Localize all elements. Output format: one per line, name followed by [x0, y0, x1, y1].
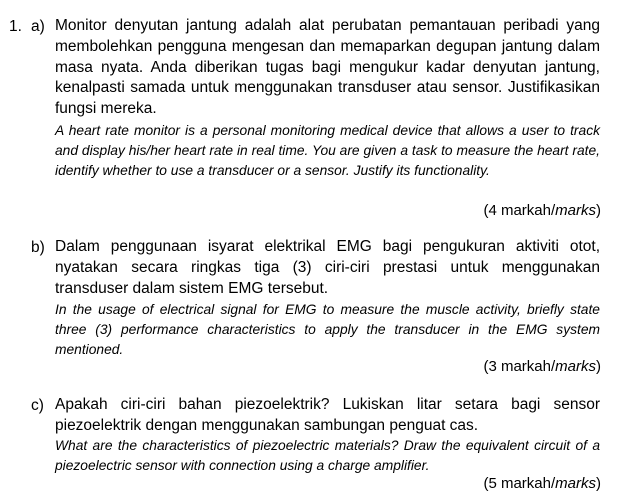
- marks-suffix: ): [596, 202, 601, 219]
- question-number: 1.: [9, 18, 22, 35]
- marks-suffix: ): [596, 475, 601, 492]
- part-b-label: b): [31, 239, 45, 256]
- part-b-english-text: In the usage of electrical signal for EMG to measure the muscle activity, briefly state three (3) performance characteristics to apply the transducer in the EMG system mentioned.: [55, 302, 600, 357]
- part-b-malay-text: Dalam penggunaan isyarat elektrikal EMG bagi pengukuran aktiviti otot, nyatakan secara ringkas tiga (3) ciri-ciri prestasi untuk menggunakan transduser dalam sistem EMG tersebut.: [55, 238, 600, 297]
- part-c-english-text: What are the characteristics of piezoelectric materials? Draw the equivalent circuit of a piezoelectric sensor with connection using a charge amplifier.: [55, 438, 600, 473]
- part-a-malay-text: Monitor denyutan jantung adalah alat perubatan pemantauan peribadi yang membolehkan pengguna mengesan dan memaparkan degupan jantung dalam masa nyata. Anda diberikan tugas bagi mengukur kadar denyutan jantung, kenalpasti samada untuk menggunakan transduser atau sensor. Justifikasikan fungsi mereka.: [55, 17, 600, 118]
- part-a-label: a): [31, 18, 45, 35]
- part-c-label: c): [31, 397, 44, 414]
- marks-prefix: (4 markah/: [483, 202, 556, 219]
- marks-english: marks: [555, 202, 596, 219]
- part-c-marks: [483, 474, 601, 494]
- part-b-marks: [483, 357, 601, 377]
- marks-prefix: (5 markah/: [483, 475, 556, 492]
- part-c-malay-text: Apakah ciri-ciri bahan piezoelektrik? Lukiskan litar setara bagi sensor piezoelektrik dengan menggunakan sambungan penguat cas.: [55, 396, 600, 434]
- marks-english: marks: [555, 475, 596, 492]
- part-a-english-text: A heart rate monitor is a personal monitoring medical device that allows a user to track and display his/her heart rate in real time. You are given a task to measure the heart rate, identify whether to use a transducer or a sensor. Justify its functionality.: [55, 123, 600, 178]
- marks-english: marks: [555, 358, 596, 375]
- marks-suffix: ): [596, 358, 601, 375]
- marks-prefix: (3 markah/: [483, 358, 556, 375]
- part-a-marks: [483, 201, 601, 221]
